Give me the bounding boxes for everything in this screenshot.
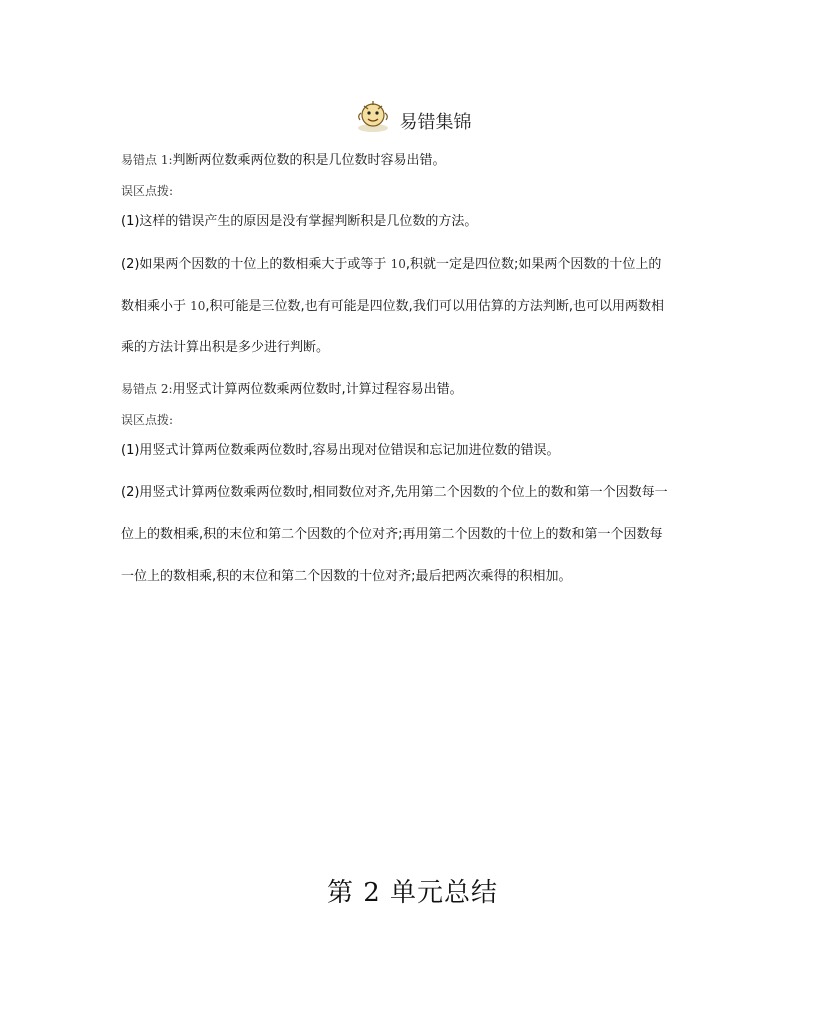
error-point-1 bbox=[121, 150, 446, 171]
tip-1-item-2-line-2-a: 数相乘小于 bbox=[121, 299, 191, 314]
tip-2-item-2-line-2: 位上的数相乘,积的末位和第二个因数的个位对齐;再用第二个因数的十位上的数和第一个因数每 bbox=[121, 527, 663, 542]
tip-1-item-1: (1)这样的错误产生的原因是没有掌握判断积是几位数的方法。 bbox=[121, 214, 478, 229]
tip-1-item-2-line-2 bbox=[121, 296, 664, 317]
tips-label-1: 误区点拨: bbox=[121, 184, 174, 198]
tip-2-item-2-line-1: (2)用竖式计算两位数乘两位数时,相同数位对齐,先用第二个因数的个位上的数和第一个因数每一 bbox=[121, 485, 668, 500]
section-header bbox=[0, 98, 825, 134]
error-point-2-label: 易错点 2: bbox=[121, 382, 173, 396]
tip-1-item-2-line-1-num: 10 bbox=[390, 257, 406, 271]
error-point-2 bbox=[121, 379, 463, 400]
error-point-1-label: 易错点 1: bbox=[121, 153, 173, 167]
tip-1-item-2-line-3: 乘的方法计算出积是多少进行判断。 bbox=[121, 340, 330, 355]
tip-1-item-2-line-2-b: ,积可能是三位数,也有可能是四位数,我们可以用估算的方法判断,也可以用两数相 bbox=[205, 299, 664, 314]
unit-summary-title: 第 2 单元总结 bbox=[326, 878, 499, 908]
error-point-2-text: 用竖式计算两位数乘两位数时,计算过程容易出错。 bbox=[172, 382, 463, 397]
tip-2-item-2-line-3: 一位上的数相乘,积的末位和第二个因数的十位对齐;最后把两次乘得的积相加。 bbox=[121, 569, 572, 584]
tip-2-item-1: (1)用竖式计算两位数乘两位数时,容易出现对位错误和忘记加进位数的错误。 bbox=[121, 443, 560, 458]
cartoon-mascot-icon bbox=[354, 98, 392, 134]
tip-1-item-2-line-1-a: (2)如果两个因数的十位上的数相乘大于或等于 bbox=[121, 257, 391, 272]
tip-1-item-2-line-1-b: ,积就一定是四位数;如果两个因数的十位上的 bbox=[405, 257, 662, 272]
section-header-inner bbox=[354, 98, 472, 134]
tip-1-item-2-line-2-num: 10 bbox=[190, 299, 206, 313]
tips-label-2: 误区点拨: bbox=[121, 413, 174, 427]
section-header-title: 易错集锦 bbox=[399, 112, 472, 133]
error-point-1-text: 判断两位数乘两位数的积是几位数时容易出错。 bbox=[172, 153, 446, 168]
tip-1-item-2-line-1 bbox=[121, 254, 661, 275]
